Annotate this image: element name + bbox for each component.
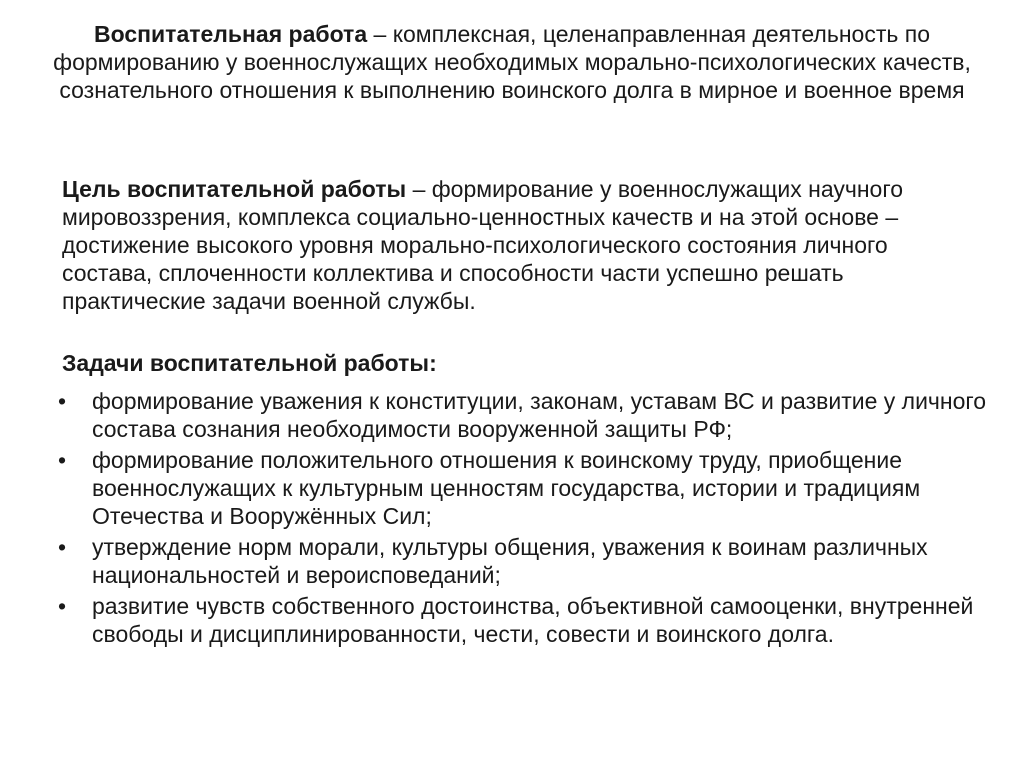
task-text: утверждение норм морали, культуры общения, уважения к воинам различных национальностей и вероисповеданий; [92, 534, 928, 588]
list-item [58, 592, 988, 648]
tasks-list [58, 387, 988, 648]
goal-paragraph [62, 175, 982, 315]
tasks-heading: Задачи воспитательной работы: [62, 350, 437, 376]
task-text: формирование уважения к конституции, законам, уставам ВС и развитие у личного состава сознания необходимости вооруженной защиты РФ; [92, 388, 987, 442]
bullet-icon: • [58, 388, 67, 414]
bullet-icon: • [58, 534, 67, 560]
bullet-icon: • [58, 593, 67, 619]
bullet-icon: • [58, 447, 67, 473]
list-item [58, 446, 988, 530]
task-text: развитие чувств собственного достоинства, объективной самооценки, внутренней свободы и дисциплинированности, чести, совести и воинского долга. [92, 593, 974, 647]
definition-paragraph [40, 20, 984, 104]
list-item [58, 533, 988, 589]
goal-term: Цель воспитательной работы [62, 176, 407, 202]
definition-text: – комплексная, целенаправленная деятельность по формированию у военнослужащих необходимых морально-психологических качеств, сознательного отношения к выполнению воинского долга в мирное и военное время [53, 21, 971, 103]
definition-term: Воспитательная работа [94, 21, 368, 47]
task-text: формирование положительного отношения к воинскому труду, приобщение военнослужащих к культурным ценностям государства, истории и традициям Отечества и Вооружённых Сил; [92, 447, 921, 529]
goal-text: – формирование у военнослужащих научного мировоззрения, комплекса социально-ценностных качеств и на этой основе – достижение высокого уровня морально-психологического состояния личного состава, сплоченности коллектива и способности части успешно решать практические задачи военной службы. [62, 176, 904, 314]
list-item [58, 387, 988, 443]
